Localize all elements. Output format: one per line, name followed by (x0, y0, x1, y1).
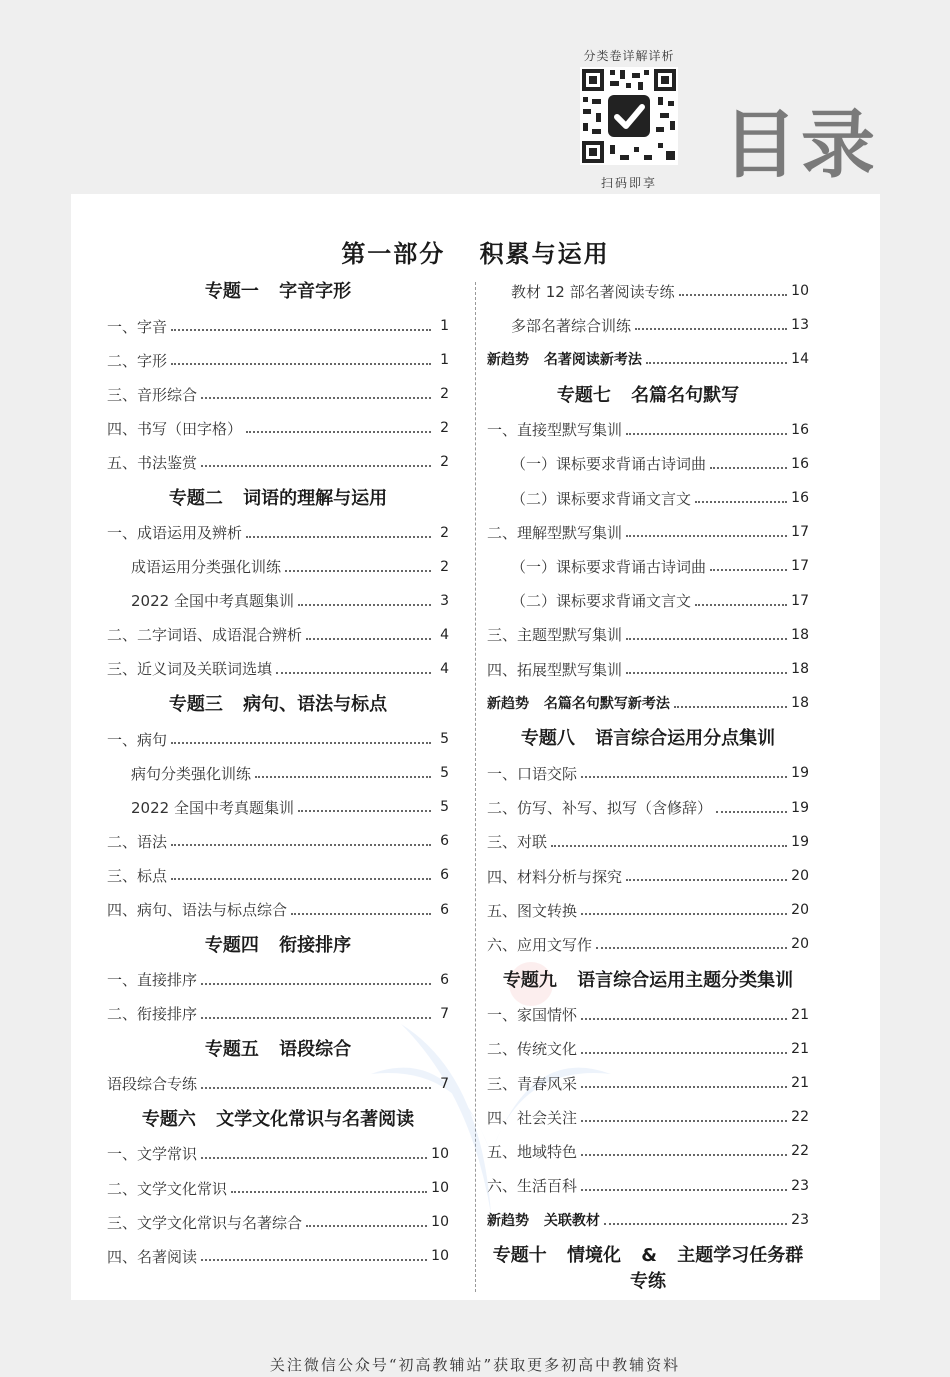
toc-entry-label: 2022 全国中考真题集训 (131, 798, 294, 817)
toc-entry-label: 三、青春风采 (487, 1074, 578, 1093)
dot-leader (581, 1154, 787, 1156)
dot-leader (171, 742, 431, 744)
toc-entry[interactable] (487, 933, 809, 955)
toc-entry-page: 10 (431, 1248, 449, 1265)
toc-entry-label: 一、直接排序 (107, 971, 198, 990)
toc-entry-label: 三、文学文化常识与名著综合 (107, 1213, 303, 1232)
toc-entry-label: 一、成语运用及辨析 (107, 524, 243, 542)
toc-entry-page: 19 (791, 833, 809, 850)
toc-entry-label: 二、语法 (107, 832, 168, 851)
toc-entry-label: 成语运用分类强化训练 (131, 558, 282, 577)
dot-leader (646, 362, 787, 364)
toc-entry-label: 四、拓展型默写集训 (487, 660, 623, 679)
section-title: 专题三 病句、语法与标点 (168, 694, 388, 715)
dot-leader (581, 776, 787, 778)
toc-entry-page: 5 (440, 731, 449, 747)
section-title: 专题二 词语的理解与运用 (168, 487, 388, 509)
toc-entry-label: （二）课标要求背诵文言文 (511, 592, 692, 611)
toc-entry-page: 3 (440, 592, 449, 609)
section-title: 专题一 字音字形 (204, 281, 352, 302)
toc-entry[interactable] (487, 1209, 809, 1231)
footer-note: 关注微信公众号“初高教辅站”获取更多初高中教辅资料 (269, 1356, 681, 1374)
qr-caption-bottom: 扫码即享 (600, 176, 657, 190)
toc-entry[interactable] (107, 1245, 449, 1267)
toc-entry-page: 10 (431, 1180, 449, 1196)
toc-entry[interactable] (107, 830, 449, 852)
toc-entry-label: 一、直接型默写集训 (487, 421, 623, 440)
toc-entry[interactable] (107, 417, 449, 439)
section-title: 专题五 语段综合 (204, 1038, 352, 1060)
toc-entry-page: 18 (791, 661, 809, 677)
toc-entry-page: 18 (791, 695, 809, 712)
toc-entry-label: 一、字音 (107, 317, 168, 336)
toc-entry-page: 5 (440, 799, 449, 816)
dot-leader (171, 363, 431, 365)
toc-entry-label: 六、应用文写作 (487, 935, 593, 954)
toc-entry[interactable] (487, 762, 809, 784)
dot-leader (171, 329, 431, 331)
toc-entry-label: 四、材料分析与探究 (487, 867, 623, 886)
dot-leader (255, 776, 431, 778)
toc-entry-label: 四、书写（田字格） (107, 419, 243, 438)
dot-leader (306, 1225, 427, 1227)
toc-entry-page: 17 (791, 558, 809, 575)
toc-entry-page: 17 (791, 592, 809, 609)
toc-entry[interactable] (487, 1140, 809, 1162)
toc-entry-label: 六、生活百科 (487, 1177, 578, 1196)
dot-leader (201, 983, 431, 985)
dot-leader (201, 397, 431, 399)
dot-leader (635, 328, 787, 330)
dot-leader (298, 604, 431, 606)
dot-leader (291, 913, 431, 915)
toc-entry[interactable] (107, 1003, 449, 1025)
dot-leader (674, 706, 787, 708)
toc-entry[interactable] (107, 762, 449, 784)
dot-leader (171, 878, 431, 880)
toc-entry[interactable] (487, 831, 809, 853)
toc-entry-label: 一、文学常识 (107, 1145, 198, 1164)
toc-entry-page: 23 (791, 1211, 809, 1228)
toc-entry[interactable] (487, 590, 809, 612)
toc-entry-label: 三、主题型默写集训 (487, 626, 623, 645)
dot-leader (695, 604, 787, 606)
toc-entry-label: 二、理解型默写集训 (487, 523, 623, 542)
toc-entry-page: 4 (440, 660, 449, 677)
dot-leader (581, 1086, 787, 1088)
qr-code[interactable] (580, 67, 678, 165)
toc-entry-page: 6 (440, 867, 449, 884)
dot-leader (306, 638, 431, 640)
dot-leader (246, 536, 431, 538)
toc-entry-label: 三、音形综合 (107, 385, 198, 404)
toc-entry[interactable] (487, 899, 809, 921)
toc-entry[interactable] (107, 349, 449, 371)
dot-leader (679, 294, 788, 296)
dot-leader (201, 465, 431, 467)
toc-entry[interactable] (487, 1004, 809, 1026)
section-title: 专题九 语言综合运用主题分类集训 (502, 969, 794, 991)
toc-entry[interactable] (107, 864, 449, 886)
toc-entry[interactable] (487, 1106, 809, 1128)
section-title: 专题八 语言综合运用分点集训 (520, 728, 776, 750)
dot-leader (201, 1259, 427, 1261)
dot-leader (285, 570, 431, 572)
toc-entry-page: 7 (440, 1005, 449, 1022)
section-title: 专题六 文学文化常识与名著阅读 (141, 1108, 415, 1130)
dot-leader (626, 638, 787, 640)
contents-panel (71, 194, 880, 1300)
toc-entry-label: 一、家国情怀 (487, 1006, 578, 1025)
toc-entry-label: 四、病句、语法与标点综合 (107, 901, 288, 919)
toc-entry-label: 多部名著综合训练 (511, 316, 632, 335)
toc-entry-page: 2 (440, 558, 449, 575)
toc-entry-page: 6 (440, 901, 449, 918)
toc-entry-page: 22 (791, 1109, 809, 1126)
toc-entry-label: 五、地域特色 (487, 1142, 578, 1161)
toc-entry-label: 二、传统文化 (487, 1040, 578, 1059)
dot-leader (581, 1052, 787, 1054)
toc-entry-label: 一、口语交际 (487, 764, 578, 783)
toc-entry[interactable] (107, 451, 449, 473)
toc-entry-page: 10 (431, 1214, 449, 1231)
toc-entry-page: 20 (791, 936, 809, 953)
toc-entry[interactable] (487, 555, 809, 577)
dot-leader (231, 1191, 427, 1193)
toc-entry-page: 6 (440, 971, 449, 988)
dot-leader (626, 433, 787, 435)
toc-entry-label: 五、书法鉴赏 (107, 453, 198, 472)
toc-entry[interactable] (487, 314, 809, 336)
toc-entry-page: 14 (791, 351, 809, 368)
toc-entry-page: 17 (791, 524, 809, 541)
toc-entry-label: （二）课标要求背诵文言文 (511, 489, 692, 508)
dot-leader (626, 535, 787, 537)
toc-entry[interactable] (487, 487, 809, 509)
dot-leader (710, 569, 787, 571)
toc-entry[interactable] (487, 280, 809, 302)
toc-entry[interactable] (107, 556, 449, 578)
page-title: 目录 (723, 102, 879, 188)
section-title: 专题四 衔接排序 (204, 934, 352, 956)
toc-entry-label: 五、图文转换 (487, 901, 578, 920)
toc-entry-label: 2022 全国中考真题集训 (131, 592, 294, 611)
dot-leader (201, 1087, 431, 1089)
toc-entry[interactable] (487, 1038, 809, 1060)
dot-leader (581, 1189, 787, 1191)
dot-leader (551, 845, 787, 847)
toc-entry[interactable] (107, 624, 449, 646)
toc-entry[interactable] (107, 1143, 449, 1165)
dot-leader (581, 913, 787, 915)
section-title: 专题十 情境化 & 主题学习任务群专练 (492, 1245, 804, 1292)
toc-entry-page: 20 (791, 868, 809, 884)
dot-leader (710, 467, 787, 469)
toc-entry[interactable] (487, 865, 809, 887)
dot-leader (298, 810, 431, 812)
toc-entry-page: 1 (440, 352, 449, 369)
toc-entry[interactable] (487, 658, 809, 680)
toc-entry-label: 语段综合专练 (107, 1075, 198, 1094)
toc-entry[interactable] (487, 624, 809, 646)
toc-entry-page: 16 (791, 490, 809, 506)
toc-entry-label: 二、字形 (107, 351, 168, 370)
toc-entry-page: 5 (440, 765, 449, 782)
dot-leader (716, 811, 787, 813)
toc-entry-label: 三、标点 (107, 866, 168, 885)
part-title: 第一部分 积累与运用 (341, 240, 610, 268)
qr-caption-top: 分类卷详解详析 (583, 49, 675, 63)
dot-leader (171, 844, 431, 846)
dot-leader (604, 1223, 787, 1225)
toc-entry[interactable] (107, 1177, 449, 1199)
toc-entry[interactable] (107, 728, 449, 750)
toc-entry-page: 2 (440, 386, 449, 403)
toc-entry-page: 23 (791, 1177, 809, 1194)
toc-entry-page: 2 (440, 524, 449, 541)
toc-entry[interactable] (487, 419, 809, 441)
toc-entry[interactable] (487, 1175, 809, 1197)
toc-entry[interactable] (107, 796, 449, 818)
dot-leader (626, 879, 787, 881)
toc-entry[interactable] (107, 1211, 449, 1233)
toc-entry-page: 19 (791, 799, 809, 816)
toc-entry[interactable] (107, 658, 449, 680)
toc-entry-page: 21 (791, 1075, 809, 1091)
dot-leader (695, 501, 787, 503)
toc-entry-label: 二、文学文化常识 (107, 1179, 228, 1198)
toc-entry[interactable] (487, 692, 809, 714)
toc-entry-label: 病句分类强化训练 (131, 764, 252, 783)
toc-entry[interactable] (107, 969, 449, 991)
toc-entry-label: 二、衔接排序 (107, 1005, 198, 1024)
toc-entry-label: 四、社会关注 (487, 1108, 578, 1127)
section-title: 专题七 名篇名句默写 (556, 384, 740, 406)
toc-entry[interactable] (107, 315, 449, 337)
toc-entry-label: 教材 12 部名著阅读专练 (511, 282, 675, 301)
toc-entry-label: 三、对联 (487, 833, 548, 852)
toc-entry-page: 18 (791, 626, 809, 643)
dot-leader (626, 672, 787, 674)
toc-entry-page: 13 (791, 317, 809, 334)
dot-leader (581, 1018, 787, 1020)
toc-entry-label: （一）课标要求背诵古诗词曲 (511, 455, 707, 474)
toc-entry-page: 16 (791, 421, 809, 438)
dot-leader (276, 672, 431, 674)
toc-entry[interactable] (107, 383, 449, 405)
toc-entry-page: 16 (791, 455, 809, 472)
toc-entry[interactable] (487, 348, 809, 370)
toc-entry-label: 三、近义词及关联词选填 (107, 660, 273, 679)
toc-entry-label: 新趋势 关联教材 (487, 1212, 600, 1229)
dot-leader (201, 1157, 427, 1159)
toc-entry-page: 19 (791, 765, 809, 782)
toc-entry-label: 一、病句 (107, 730, 168, 749)
toc-entry-page: 1 (440, 318, 449, 334)
toc-entry-page: 7 (440, 1075, 449, 1092)
toc-entry-page: 2 (440, 454, 449, 471)
toc-entry-page: 2 (440, 420, 449, 437)
toc-entry-page: 10 (431, 1145, 449, 1162)
toc-entry-label: 新趋势 名篇名句默写新考法 (487, 696, 670, 713)
toc-entry[interactable] (487, 797, 809, 819)
toc-entry[interactable] (107, 522, 449, 544)
toc-entry-label: 四、名著阅读 (107, 1247, 198, 1266)
toc-entry-label: （一）课标要求背诵古诗词曲 (511, 557, 707, 576)
toc-entry-page: 10 (791, 283, 809, 299)
toc-entry-page: 21 (791, 1006, 809, 1023)
toc-entry-label: 二、二字词语、成语混合辨析 (107, 626, 303, 645)
toc-entry[interactable] (487, 521, 809, 543)
toc-entry-page: 22 (791, 1143, 809, 1160)
toc-entry[interactable] (487, 453, 809, 475)
toc-entry[interactable] (107, 899, 449, 921)
toc-entry[interactable] (487, 1072, 809, 1094)
toc-entry-page: 21 (791, 1040, 809, 1057)
toc-entry-page: 6 (440, 833, 449, 850)
toc-entry-page: 4 (440, 626, 449, 643)
dot-leader (246, 431, 431, 433)
toc-entry[interactable] (107, 590, 449, 612)
dot-leader (581, 1120, 787, 1122)
toc-entry-label: 二、仿写、补写、拟写（含修辞） (487, 799, 713, 818)
dot-leader (201, 1017, 431, 1019)
toc-entry-label: 新趋势 名著阅读新考法 (487, 352, 642, 369)
toc-entry-page: 20 (791, 902, 809, 919)
dot-leader (596, 947, 787, 949)
toc-entry[interactable] (107, 1073, 449, 1095)
